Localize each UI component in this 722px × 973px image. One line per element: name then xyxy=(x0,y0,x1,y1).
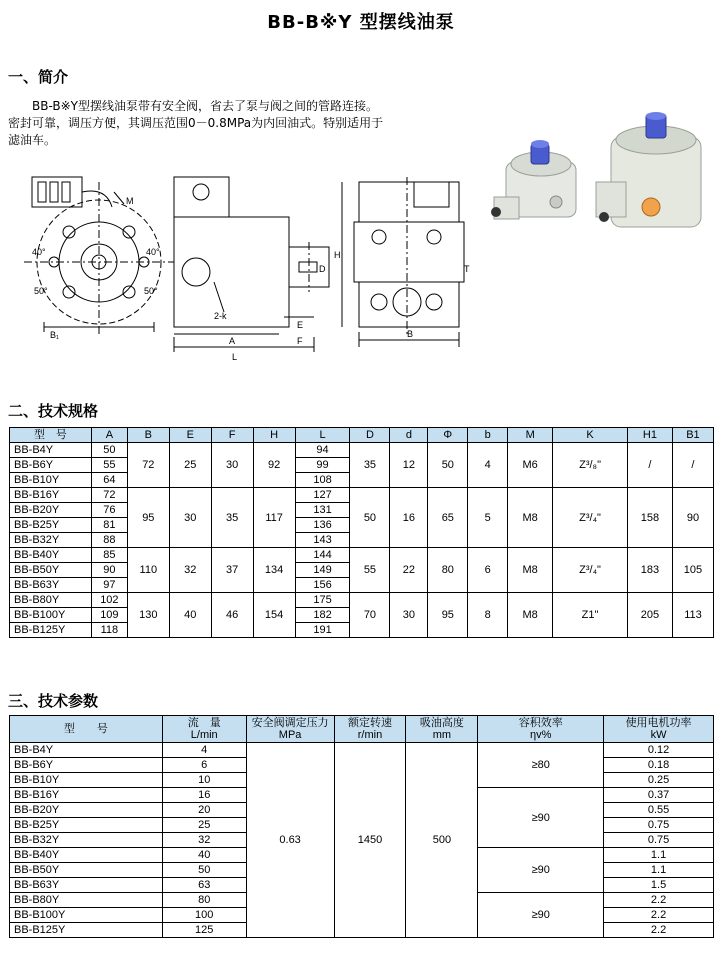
spec-D-cell: 50 xyxy=(350,488,390,548)
spec-H1-cell: 205 xyxy=(627,593,672,638)
params-header-unit: ηv% xyxy=(530,729,552,741)
spec-H1-cell: / xyxy=(627,443,672,488)
spec-header-cell: D xyxy=(350,428,390,443)
spec-K-cell: Z³/₄" xyxy=(553,548,628,593)
spec-A-cell: 97 xyxy=(91,578,127,593)
params-header-label: 流 量 xyxy=(187,717,221,729)
params-power-cell: 2.2 xyxy=(604,923,714,938)
label-40-right: 40° xyxy=(146,247,160,257)
front-view-drawing xyxy=(24,177,174,337)
params-power-cell: 1.1 xyxy=(604,863,714,878)
label-F: F xyxy=(297,336,303,346)
spec-model-cell: BB-B40Y xyxy=(10,548,92,563)
spec-H-cell: 134 xyxy=(253,548,295,593)
spec-row xyxy=(10,548,714,563)
spec-model-cell: BB-B100Y xyxy=(10,608,92,623)
product-photo xyxy=(486,112,716,242)
params-power-cell: 0.75 xyxy=(604,833,714,848)
params-header-cell xyxy=(406,716,478,743)
spec-L-cell: 191 xyxy=(295,623,350,638)
spec-M-cell: M8 xyxy=(508,548,553,593)
spec-model-cell: BB-B125Y xyxy=(10,623,92,638)
spec-b-cell: 8 xyxy=(468,593,508,638)
params-flow-cell: 100 xyxy=(162,908,246,923)
spec-D-cell: 35 xyxy=(350,443,390,488)
params-header-label: 安全阀调定压力 xyxy=(251,717,329,729)
section-intro-heading: 一、简介 xyxy=(8,68,69,86)
params-power-cell: 0.12 xyxy=(604,743,714,758)
spec-B-cell: 95 xyxy=(127,488,169,548)
spec-phi-cell: 50 xyxy=(428,443,468,488)
spec-model-cell: BB-B20Y xyxy=(10,503,92,518)
spec-d-cell: 16 xyxy=(390,488,428,548)
spec-B-cell: 72 xyxy=(127,443,169,488)
spec-L-cell: 156 xyxy=(295,578,350,593)
spec-phi-cell: 65 xyxy=(428,488,468,548)
params-model-cell: BB-B125Y xyxy=(10,923,163,938)
params-model-cell: BB-B10Y xyxy=(10,773,163,788)
spec-A-cell: 109 xyxy=(91,608,127,623)
intro-line-2: 密封可靠，调压方便，其调压范围0－0.8MPa为内回油式。特别适用于 xyxy=(8,116,384,130)
spec-header-cell: E xyxy=(169,428,211,443)
params-flow-cell: 63 xyxy=(162,878,246,893)
params-power-cell: 0.25 xyxy=(604,773,714,788)
spec-model-cell: BB-B63Y xyxy=(10,578,92,593)
label-H: H xyxy=(334,250,341,260)
params-header-row xyxy=(10,716,714,743)
spec-B-cell: 130 xyxy=(127,593,169,638)
params-model-cell: BB-B16Y xyxy=(10,788,163,803)
label-2k: 2-k xyxy=(214,311,227,321)
params-flow-cell: 6 xyxy=(162,758,246,773)
params-header-label: 型 号 xyxy=(63,723,108,735)
params-model-cell: BB-B100Y xyxy=(10,908,163,923)
spec-L-cell: 94 xyxy=(295,443,350,458)
params-power-cell: 0.55 xyxy=(604,803,714,818)
spec-b-cell: 5 xyxy=(468,488,508,548)
params-header-label: 额定转速 xyxy=(348,717,392,729)
spec-K-cell: Z1" xyxy=(553,593,628,638)
params-flow-cell: 16 xyxy=(162,788,246,803)
params-flow-cell: 4 xyxy=(162,743,246,758)
spec-A-cell: 118 xyxy=(91,623,127,638)
spec-header-cell: L xyxy=(295,428,350,443)
spec-model-cell: BB-B10Y xyxy=(10,473,92,488)
spec-B1-cell: 90 xyxy=(672,488,713,548)
spec-L-cell: 144 xyxy=(295,548,350,563)
spec-L-cell: 182 xyxy=(295,608,350,623)
params-body xyxy=(10,743,714,938)
params-model-cell: BB-B6Y xyxy=(10,758,163,773)
spec-E-cell: 40 xyxy=(169,593,211,638)
spec-row xyxy=(10,593,714,608)
spec-K-cell: Z³/₈" xyxy=(553,443,628,488)
section-spec-heading: 二、技术规格 xyxy=(8,402,99,420)
spec-D-cell: 55 xyxy=(350,548,390,593)
small-pump-image xyxy=(491,140,576,219)
spec-L-cell: 136 xyxy=(295,518,350,533)
spec-M-cell: M6 xyxy=(508,443,553,488)
spec-header-cell: b xyxy=(468,428,508,443)
params-header-unit: MPa xyxy=(278,729,302,741)
spec-L-cell: 127 xyxy=(295,488,350,503)
params-flow-cell: 25 xyxy=(162,818,246,833)
spec-phi-cell: 95 xyxy=(428,593,468,638)
spec-B1-cell: 105 xyxy=(672,548,713,593)
spec-header-cell: A xyxy=(91,428,127,443)
spec-A-cell: 102 xyxy=(91,593,127,608)
params-header-unit: mm xyxy=(432,729,452,741)
params-model-cell: BB-B50Y xyxy=(10,863,163,878)
spec-E-cell: 32 xyxy=(169,548,211,593)
spec-model-cell: BB-B4Y xyxy=(10,443,92,458)
intro-text xyxy=(8,98,478,149)
page-title: BB-B※Y 型摆线油泵 xyxy=(267,12,455,33)
params-header-unit: kW xyxy=(650,729,667,741)
spec-header-cell: H xyxy=(253,428,295,443)
spec-A-cell: 81 xyxy=(91,518,127,533)
spec-L-cell: 149 xyxy=(295,563,350,578)
params-model-cell: BB-B25Y xyxy=(10,818,163,833)
params-model-cell: BB-B20Y xyxy=(10,803,163,818)
spec-A-cell: 85 xyxy=(91,548,127,563)
params-power-cell: 0.37 xyxy=(604,788,714,803)
params-model-cell: BB-B4Y xyxy=(10,743,163,758)
spec-d-cell: 30 xyxy=(390,593,428,638)
params-power-cell: 2.2 xyxy=(604,893,714,908)
spec-A-cell: 50 xyxy=(91,443,127,458)
label-E: E xyxy=(297,320,304,330)
spec-A-cell: 72 xyxy=(91,488,127,503)
params-header-cell xyxy=(246,716,334,743)
params-row xyxy=(10,743,714,758)
section-params-heading: 三、技术参数 xyxy=(8,692,99,710)
spec-L-cell: 131 xyxy=(295,503,350,518)
params-header-label: 使用电机功率 xyxy=(625,717,692,729)
params-pressure-cell: 0.63 xyxy=(246,743,334,938)
params-power-cell: 0.18 xyxy=(604,758,714,773)
spec-E-cell: 30 xyxy=(169,488,211,548)
params-header-label: 吸油高度 xyxy=(419,717,464,729)
spec-model-cell: BB-B50Y xyxy=(10,563,92,578)
spec-M-cell: M8 xyxy=(508,593,553,638)
params-model-cell: BB-B40Y xyxy=(10,848,163,863)
spec-header-cell: H1 xyxy=(627,428,672,443)
spec-header-cell: F xyxy=(211,428,253,443)
spec-row xyxy=(10,488,714,503)
spec-header-cell: M xyxy=(508,428,553,443)
spec-B-cell: 110 xyxy=(127,548,169,593)
params-model-cell: BB-B80Y xyxy=(10,893,163,908)
params-table xyxy=(9,715,714,938)
spec-model-cell: BB-B16Y xyxy=(10,488,92,503)
spec-header-cell: 型 号 xyxy=(10,428,92,443)
technical-drawings xyxy=(14,162,484,362)
spec-H-cell: 154 xyxy=(253,593,295,638)
label-L: L xyxy=(232,352,238,362)
spec-K-cell: Z³/₄" xyxy=(553,488,628,548)
spec-L-cell: 108 xyxy=(295,473,350,488)
params-model-cell: BB-B63Y xyxy=(10,878,163,893)
spec-header-cell: K xyxy=(553,428,628,443)
label-D: D xyxy=(319,264,326,274)
params-efficiency-cell: ≥90 xyxy=(478,893,604,938)
params-model-cell: BB-B32Y xyxy=(10,833,163,848)
params-flow-cell: 32 xyxy=(162,833,246,848)
spec-body xyxy=(10,443,714,638)
spec-phi-cell: 80 xyxy=(428,548,468,593)
side-view-drawing xyxy=(174,177,329,352)
label-A: A xyxy=(229,336,236,346)
label-40-left: 40° xyxy=(32,247,46,257)
spec-H-cell: 117 xyxy=(253,488,295,548)
spec-header-row xyxy=(10,428,714,443)
spec-model-cell: BB-B32Y xyxy=(10,533,92,548)
spec-b-cell: 4 xyxy=(468,443,508,488)
params-flow-cell: 40 xyxy=(162,848,246,863)
params-efficiency-cell: ≥90 xyxy=(478,788,604,848)
spec-A-cell: 64 xyxy=(91,473,127,488)
spec-A-cell: 90 xyxy=(91,563,127,578)
params-header-unit: r/min xyxy=(357,729,383,741)
spec-b-cell: 6 xyxy=(468,548,508,593)
params-header-cell xyxy=(334,716,406,743)
spec-A-cell: 76 xyxy=(91,503,127,518)
spec-d-cell: 12 xyxy=(390,443,428,488)
params-efficiency-cell: ≥80 xyxy=(478,743,604,788)
spec-H1-cell: 183 xyxy=(627,548,672,593)
params-power-cell: 1.5 xyxy=(604,878,714,893)
params-flow-cell: 80 xyxy=(162,893,246,908)
params-flow-cell: 125 xyxy=(162,923,246,938)
spec-A-cell: 55 xyxy=(91,458,127,473)
params-header-cell xyxy=(162,716,246,743)
spec-L-cell: 143 xyxy=(295,533,350,548)
intro-line-3: 滤油车。 xyxy=(8,133,57,147)
spec-L-cell: 175 xyxy=(295,593,350,608)
label-50-right: 50° xyxy=(144,286,158,296)
spec-model-cell: BB-B6Y xyxy=(10,458,92,473)
params-header-label: 容积效率 xyxy=(518,717,563,729)
top-view-drawing xyxy=(342,177,464,347)
spec-F-cell: 37 xyxy=(211,548,253,593)
params-suction-cell: 500 xyxy=(406,743,478,938)
spec-d-cell: 22 xyxy=(390,548,428,593)
spec-H1-cell: 158 xyxy=(627,488,672,548)
params-power-cell: 2.2 xyxy=(604,908,714,923)
large-pump-image xyxy=(596,112,701,227)
spec-M-cell: M8 xyxy=(508,488,553,548)
params-header-unit: L/min xyxy=(190,729,218,741)
spec-E-cell: 25 xyxy=(169,443,211,488)
spec-header-cell: B xyxy=(127,428,169,443)
label-50-left: 50° xyxy=(34,286,48,296)
spec-H-cell: 92 xyxy=(253,443,295,488)
params-power-cell: 0.75 xyxy=(604,818,714,833)
params-header-cell xyxy=(478,716,604,743)
params-efficiency-cell: ≥90 xyxy=(478,848,604,893)
intro-line-1: BB-B※Y型摆线油泵带有安全阀，省去了泵与阀之间的管路连接。 xyxy=(32,99,378,113)
spec-header-cell: d xyxy=(390,428,428,443)
label-B1: B₁ xyxy=(50,330,60,340)
spec-row xyxy=(10,443,714,458)
spec-A-cell: 88 xyxy=(91,533,127,548)
params-header-cell xyxy=(10,716,163,743)
spec-B1-cell: 113 xyxy=(672,593,713,638)
spec-F-cell: 30 xyxy=(211,443,253,488)
spec-F-cell: 46 xyxy=(211,593,253,638)
params-flow-cell: 20 xyxy=(162,803,246,818)
spec-model-cell: BB-B80Y xyxy=(10,593,92,608)
params-flow-cell: 10 xyxy=(162,773,246,788)
label-T: T xyxy=(464,264,470,274)
spec-F-cell: 35 xyxy=(211,488,253,548)
spec-model-cell: BB-B25Y xyxy=(10,518,92,533)
params-speed-cell: 1450 xyxy=(334,743,406,938)
params-flow-cell: 50 xyxy=(162,863,246,878)
spec-table xyxy=(9,427,714,638)
params-header-cell xyxy=(604,716,714,743)
label-B: B xyxy=(407,329,414,339)
spec-D-cell: 70 xyxy=(350,593,390,638)
params-power-cell: 1.1 xyxy=(604,848,714,863)
spec-header-cell: B1 xyxy=(672,428,713,443)
spec-header-cell: Φ xyxy=(428,428,468,443)
label-M: M xyxy=(126,196,134,206)
spec-B1-cell: / xyxy=(672,443,713,488)
spec-L-cell: 99 xyxy=(295,458,350,473)
